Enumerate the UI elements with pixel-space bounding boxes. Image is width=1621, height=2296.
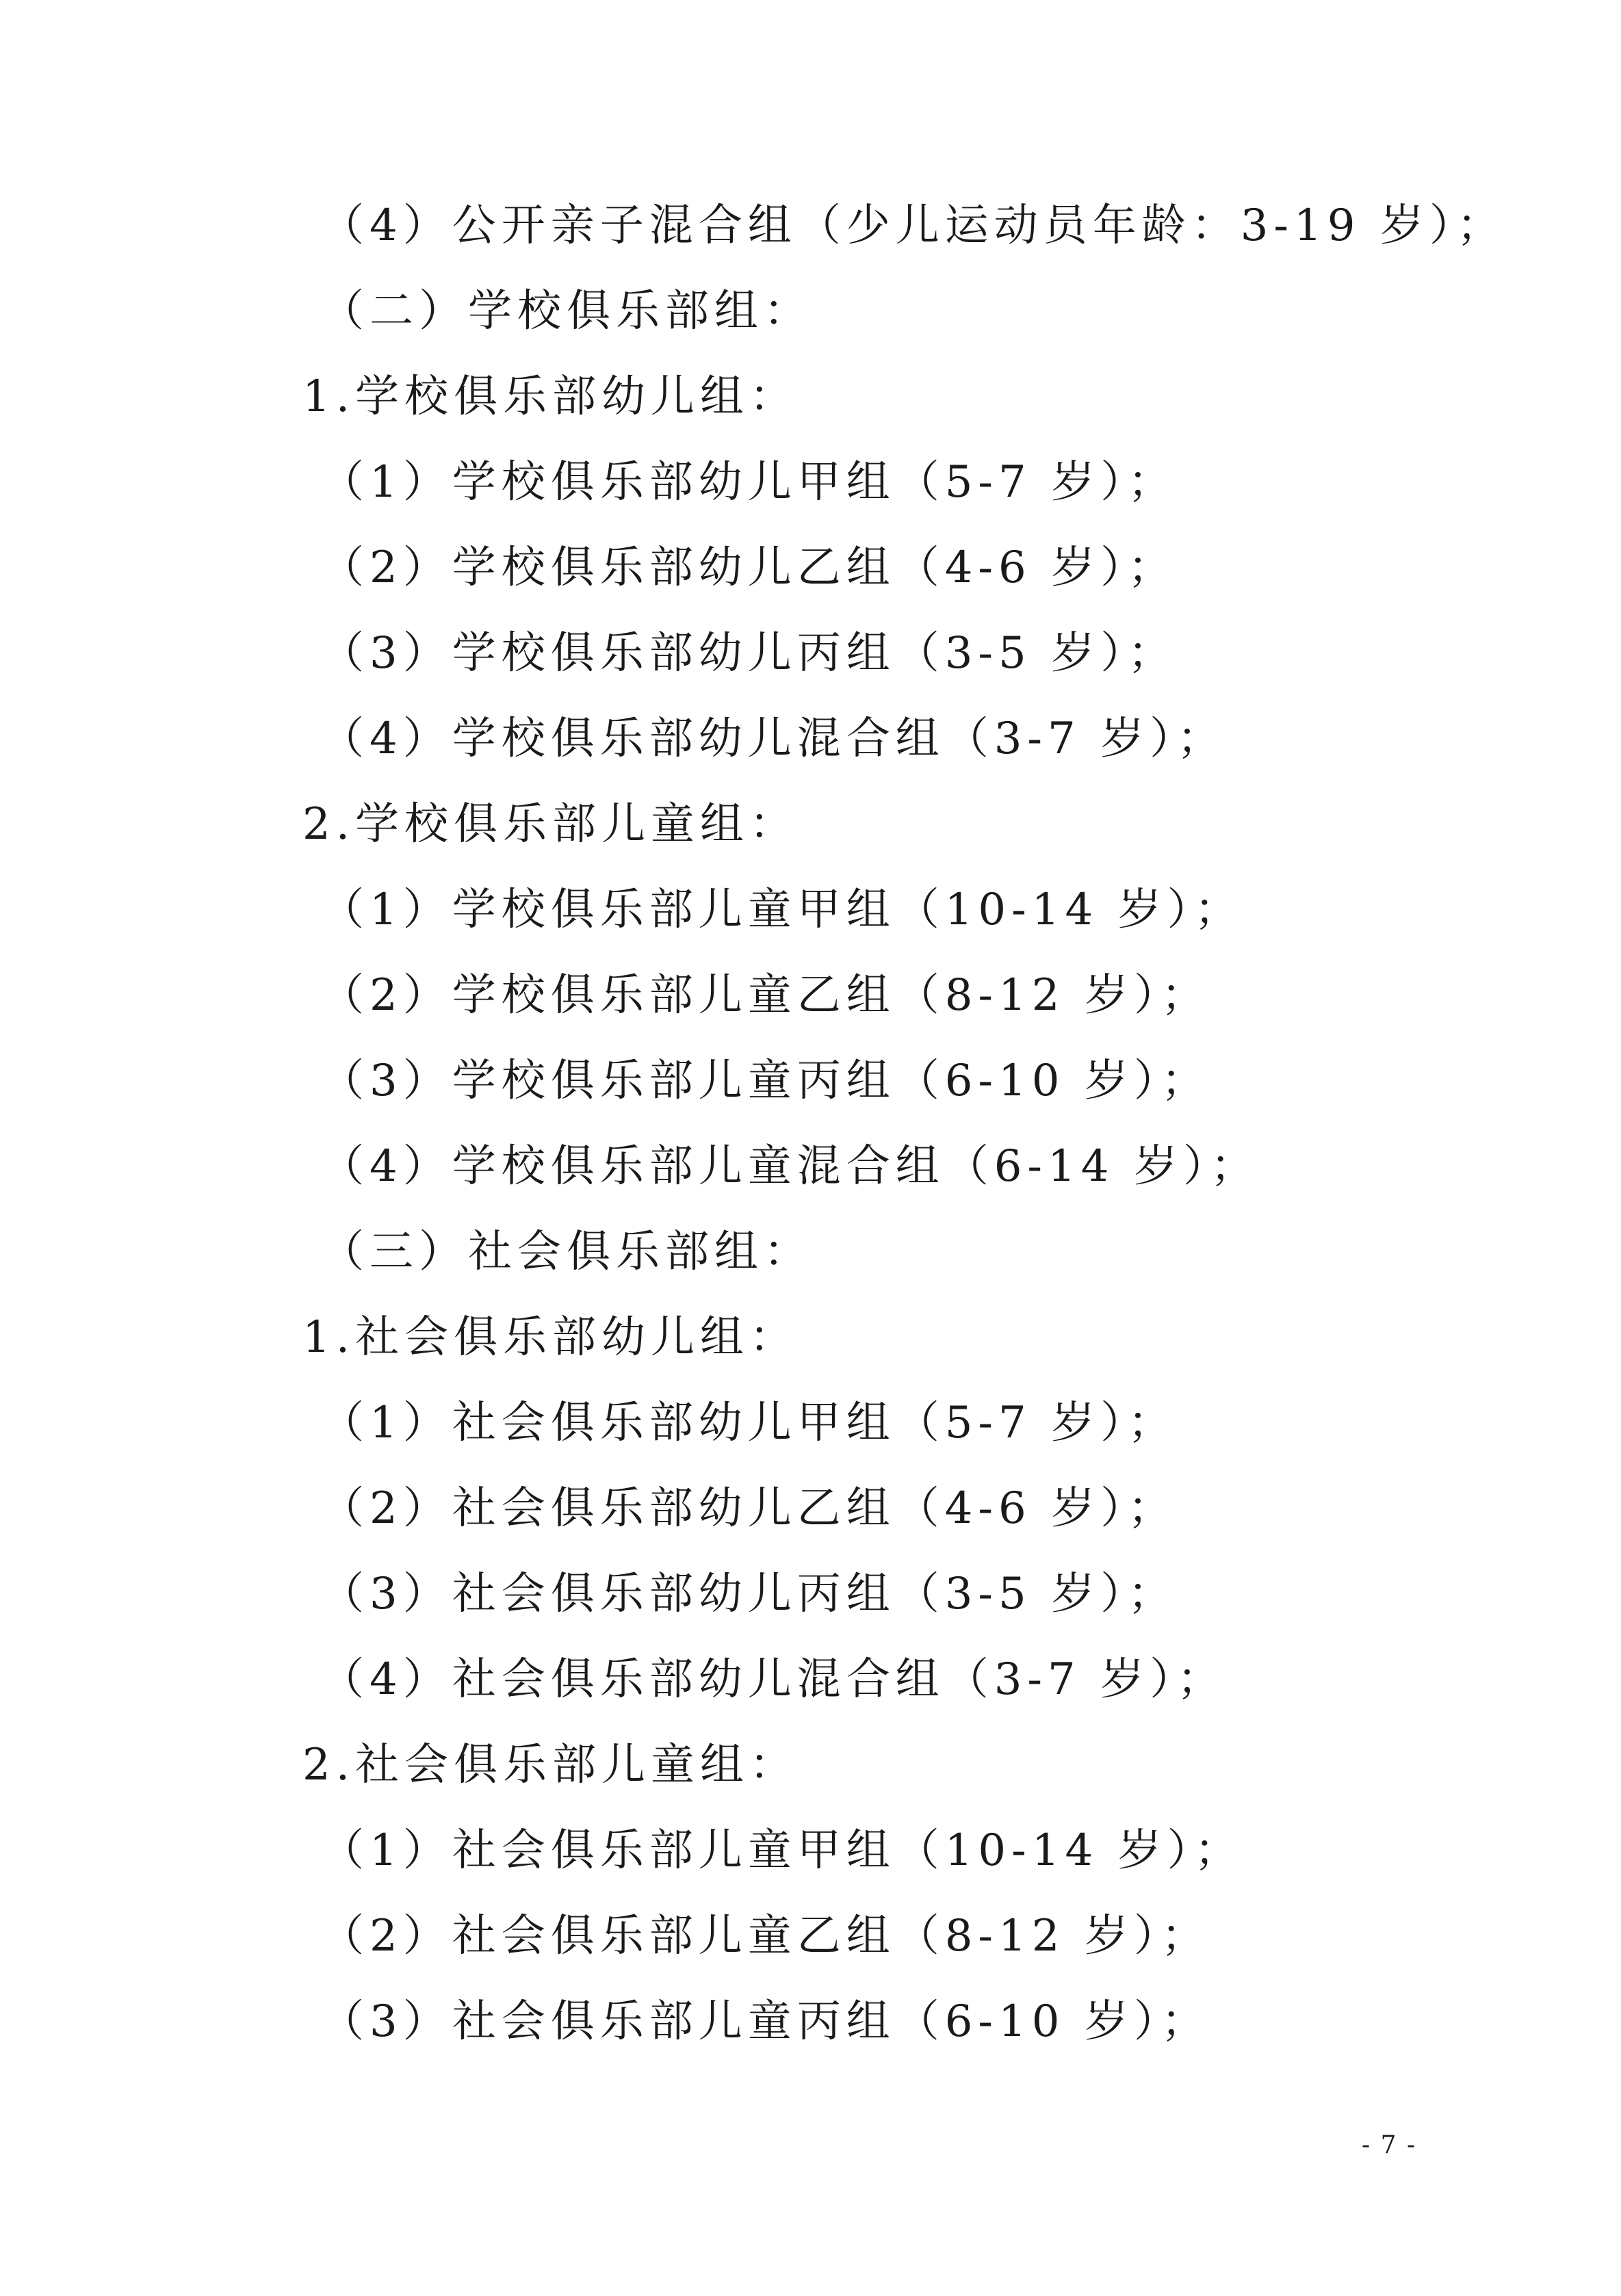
- page-number: - 7 -: [1362, 2131, 1417, 2159]
- list-item: （4）公开亲子混合组（少儿运动员年龄：3-19 岁）；: [320, 200, 1506, 251]
- list-item: （1）学校俱乐部儿童甲组（10-14 岁）；: [320, 885, 1244, 935]
- subsection-heading: 2.学校俱乐部儿童组：: [302, 799, 799, 850]
- list-item: （3）社会俱乐部儿童丙组（6-10 岁）；: [320, 1996, 1210, 2047]
- subsection-heading: 1.学校俱乐部幼儿组：: [302, 371, 799, 422]
- list-item: （2）社会俱乐部儿童乙组（8-12 岁）；: [320, 1911, 1210, 1961]
- section-heading: （三）社会俱乐部组：: [320, 1227, 813, 1277]
- list-item: （3）学校俱乐部幼儿丙组（3-5 岁）；: [320, 628, 1178, 679]
- subsection-heading: 1.社会俱乐部幼儿组：: [302, 1312, 799, 1363]
- list-item: （1）社会俱乐部儿童甲组（10-14 岁）；: [320, 1825, 1244, 1876]
- section-heading: （二）学校俱乐部组：: [320, 286, 813, 337]
- list-item: （2）学校俱乐部儿童乙组（8-12 岁）；: [320, 970, 1210, 1021]
- list-item: （2）学校俱乐部幼儿乙组（4-6 岁）；: [320, 543, 1178, 593]
- list-item: （2）社会俱乐部幼儿乙组（4-6 岁）；: [320, 1483, 1178, 1534]
- list-item: （4）社会俱乐部幼儿混合组（3-7 岁）；: [320, 1654, 1227, 1705]
- list-item: （1）学校俱乐部幼儿甲组（5-7 岁）；: [320, 457, 1178, 508]
- list-item: （3）社会俱乐部幼儿丙组（3-5 岁）；: [320, 1569, 1178, 1619]
- subsection-heading: 2.社会俱乐部儿童组：: [302, 1740, 799, 1790]
- list-item: （3）学校俱乐部儿童丙组（6-10 岁）；: [320, 1056, 1210, 1106]
- list-item: （1）社会俱乐部幼儿甲组（5-7 岁）；: [320, 1398, 1178, 1448]
- list-item: （4）学校俱乐部幼儿混合组（3-7 岁）；: [320, 714, 1227, 764]
- list-item: （4）学校俱乐部儿童混合组（6-14 岁）；: [320, 1141, 1260, 1192]
